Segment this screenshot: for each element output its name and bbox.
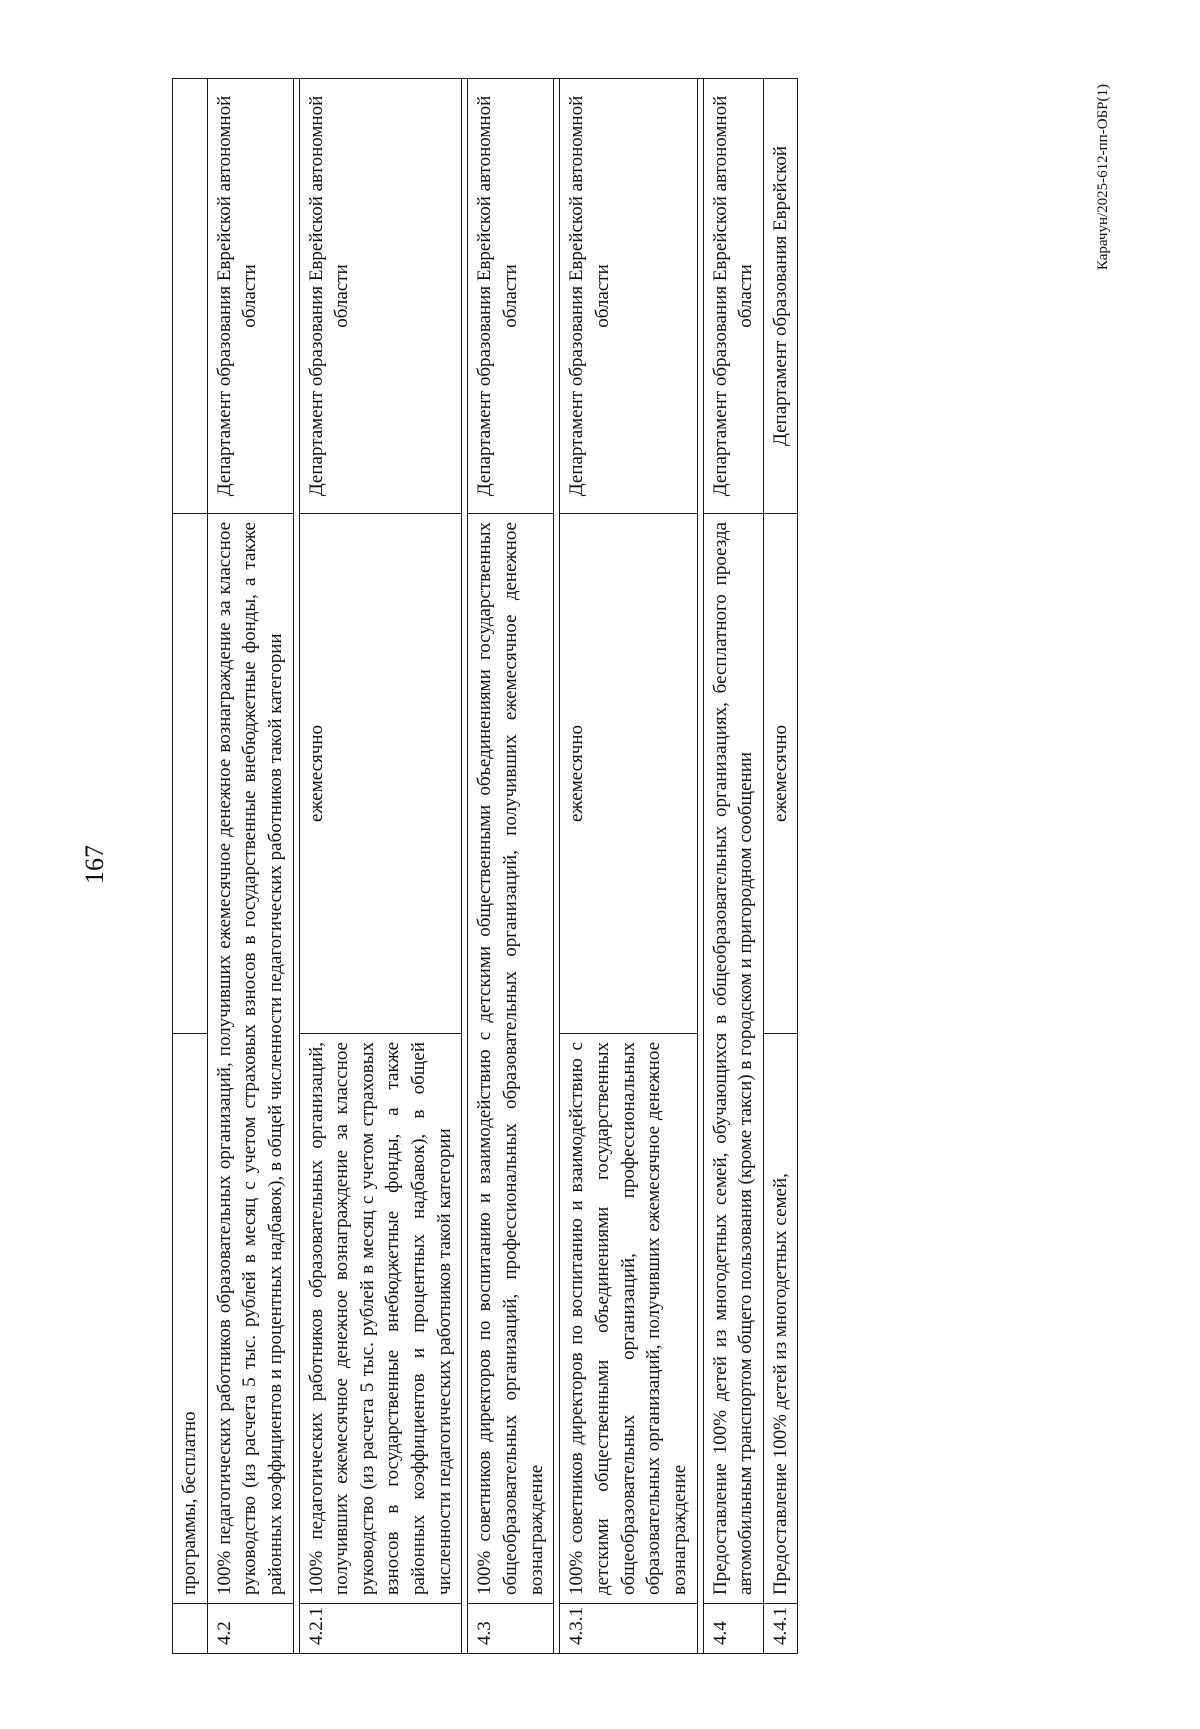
table-row [560, 79, 697, 1654]
row-responsible: Департамент образования Еврейской автономной области [207, 79, 293, 514]
row-number: 4.2 [207, 1604, 293, 1654]
measures-table [172, 78, 798, 1654]
table-row [763, 79, 798, 1654]
row-number: 4.3 [468, 1604, 554, 1654]
row-description: 100% педагогических работников образовательных организаций, получивших ежемесячное денежное вознаграждение за классное руководство (из расчета 5 тыс. рублей в месяц с учетом страховых взносов в государственные внебюджетные фонды, а также районных коэффициентов и процентных надбавок), в общей численности педагогических работников такой категории [299, 1034, 462, 1604]
row-period [173, 514, 208, 1034]
table-row [299, 79, 462, 1654]
row-period: ежемесячно [763, 514, 798, 1034]
row-number: 4.4.1 [763, 1604, 798, 1654]
row-responsible [173, 79, 208, 514]
row-description: Предоставление 100% детей из многодетных семей, обучающихся в общеобразовательных организациях, бесплатного проезда автомобильным транспортом общего пользования (кроме такси) в городском и пригородном сообщении [703, 514, 763, 1604]
table-row [207, 79, 293, 1654]
table-row [173, 79, 208, 1654]
row-number: 4.4 [703, 1604, 763, 1654]
row-responsible: Департамент образования Еврейской [763, 79, 798, 514]
row-description: 100% педагогических работников образовательных организаций, получивших ежемесячное денежное вознаграждение за классное руководство (из расчета 5 тыс. рублей в месяц с учетом страховых взносов в государственные внебюджетные фонды, а также районных коэффициентов и процентных надбавок), в общей численности педагогических работников такой категории [207, 514, 293, 1604]
row-period: ежемесячно [299, 514, 462, 1034]
row-number: 4.2.1 [299, 1604, 462, 1654]
row-description: программы, бесплатно [173, 1034, 208, 1604]
row-number: 4.3.1 [560, 1604, 697, 1654]
page-number: 167 [80, 845, 109, 884]
row-responsible: Департамент образования Еврейской автономной области [560, 79, 697, 514]
row-period: ежемесячно [560, 514, 697, 1034]
row-responsible: Департамент образования Еврейской автономной области [703, 79, 763, 514]
document-code: Карачун/2025-612-пп-ОБР(1) [1095, 84, 1111, 271]
row-responsible: Департамент образования Еврейской автономной области [468, 79, 554, 514]
row-description: Предоставление 100% детей из многодетных семей, [763, 1034, 798, 1604]
row-description: 100% советников директоров по воспитанию и взаимодействию с детскими общественными объединениями государственных общеобразовательных организаций, профессиональных образовательных организаций, получивших ежемесячное денежное вознаграждение [468, 514, 554, 1604]
table-row [468, 79, 554, 1654]
row-responsible: Департамент образования Еврейской автономной области [299, 79, 462, 514]
table-row [703, 79, 763, 1654]
row-number [173, 1604, 208, 1654]
row-description: 100% советников директоров по воспитанию и взаимодействию с детскими общественными объединениями государственных общеобразовательных организаций, профессиональных образовательных организаций, получивших ежемесячное денежное вознаграждение [560, 1034, 697, 1604]
